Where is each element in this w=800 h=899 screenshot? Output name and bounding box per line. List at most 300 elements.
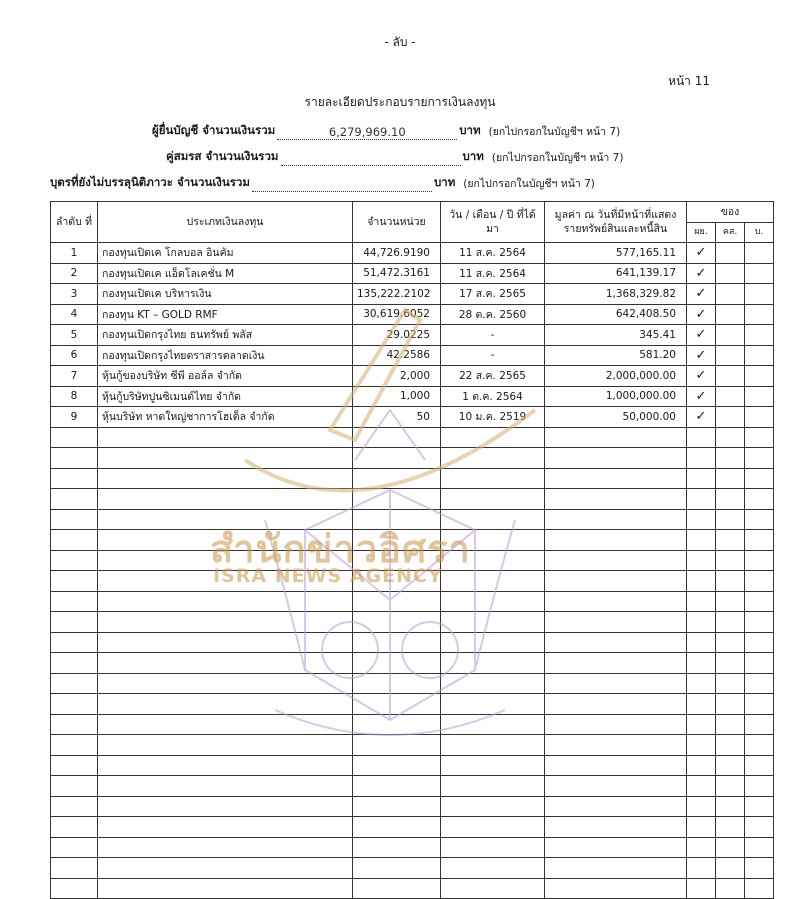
cell-empty [441,632,545,653]
header-owner-spouse: คส. [716,222,745,243]
cell-empty [353,858,441,879]
cell-owner-empty [745,325,774,346]
cell-empty [51,571,98,592]
table-row-empty [51,878,774,899]
cell-empty [745,509,774,530]
cell-empty [353,673,441,694]
cell-empty [745,714,774,735]
table-row [51,243,774,264]
cell-empty [745,489,774,510]
summary-label: ผู้ยื่นบัญชี จำนวนเงินรวม [152,123,276,137]
cell-empty [687,591,716,612]
cell-date: - [441,325,545,346]
cell-value: 577,165.11 [545,243,687,264]
cell-empty [51,796,98,817]
cell-owner-empty [716,386,745,407]
cell-empty [51,817,98,838]
header-units: จำนวนหน่วย [353,202,441,243]
summary-note: (ยกไปกรอกในบัญชีฯ หน้า 7) [463,178,595,190]
secret-mark: - ลับ - [384,35,416,49]
cell-empty [353,489,441,510]
cell-empty [98,694,353,715]
cell-empty [745,796,774,817]
summary-unit: บาท [462,149,484,163]
table-row [51,304,774,325]
checkmark-icon: ✓ [687,284,716,305]
table-row-empty [51,755,774,776]
checkmark-icon: ✓ [687,304,716,325]
cell-empty [745,550,774,571]
checkmark-icon: ✓ [687,386,716,407]
cell-empty [98,714,353,735]
cell-empty [51,612,98,633]
cell-empty [441,653,545,674]
cell-empty [441,714,545,735]
cell-empty [716,796,745,817]
cell-empty [687,571,716,592]
cell-owner-empty [716,284,745,305]
checkmark-icon: ✓ [687,366,716,387]
table-row-empty [51,427,774,448]
cell-empty [745,858,774,879]
cell-empty [353,468,441,489]
cell-owner-empty [745,345,774,366]
cell-empty [687,837,716,858]
cell-empty [51,653,98,674]
cell-empty [745,735,774,756]
watermark-english-text: ISRA NEWS AGENCY [213,565,443,587]
watermark-thai-text: สำนักข่าวอิศรา [210,527,471,571]
table-row-empty [51,632,774,653]
header-no: ลำดับ ที่ [51,202,98,243]
cell-empty [687,735,716,756]
table-row-empty [51,694,774,715]
cell-empty [441,837,545,858]
table-row [51,386,774,407]
cell-empty [716,673,745,694]
cell-empty [98,612,353,633]
cell-empty [687,755,716,776]
cell-empty [441,858,545,879]
summary-amount [281,151,461,166]
cell-units: 51,472.3161 [353,263,441,284]
cell-empty [545,571,687,592]
summary-unit: บาท [433,175,456,189]
cell-empty [545,653,687,674]
cell-empty [687,714,716,735]
cell-empty [716,632,745,653]
cell-empty [51,632,98,653]
checkmark-icon: ✓ [687,345,716,366]
cell-empty [353,653,441,674]
cell-empty [545,837,687,858]
header-owner-declarant: ผย. [687,222,716,243]
table-row-empty [51,735,774,756]
cell-type: กองทุนเปิดกรุงไทย ธนทรัพย์ พลัส [98,325,353,346]
cell-empty [441,878,545,899]
cell-date: - [441,345,545,366]
summary-label: บุตรที่ยังไม่บรรลุนิติภาวะ จำนวนเงินรวม [50,175,250,189]
cell-empty [353,427,441,448]
cell-empty [716,468,745,489]
cell-empty [441,735,545,756]
cell-empty [51,509,98,530]
cell-empty [716,776,745,797]
cell-empty [441,817,545,838]
cell-empty [353,878,441,899]
table-row [51,345,774,366]
table-row-empty [51,673,774,694]
cell-empty [98,817,353,838]
cell-empty [51,694,98,715]
page-number: หน้า 11 [668,74,710,88]
cell-empty [545,796,687,817]
cell-empty [716,530,745,551]
cell-empty [545,591,687,612]
cell-empty [687,858,716,879]
cell-empty [687,468,716,489]
cell-empty [716,858,745,879]
cell-empty [441,694,545,715]
cell-empty [545,509,687,530]
cell-empty [441,612,545,633]
cell-empty [745,591,774,612]
cell-owner-empty [745,407,774,428]
cell-empty [441,448,545,469]
cell-empty [716,714,745,735]
cell-empty [545,735,687,756]
cell-empty [51,673,98,694]
cell-empty [745,427,774,448]
cell-date: 17 ส.ค. 2565 [441,284,545,305]
cell-value: 1,368,329.82 [545,284,687,305]
cell-empty [545,878,687,899]
cell-owner-empty [716,407,745,428]
cell-empty [441,673,545,694]
cell-owner-empty [716,243,745,264]
cell-empty [545,673,687,694]
cell-empty [51,448,98,469]
cell-units: 50 [353,407,441,428]
cell-empty [51,837,98,858]
cell-empty [98,489,353,510]
cell-empty [745,878,774,899]
cell-owner-empty [745,263,774,284]
cell-owner-empty [745,304,774,325]
summary-note: (ยกไปกรอกในบัญชีฯ หน้า 7) [488,126,621,138]
cell-empty [716,571,745,592]
table-row [51,325,774,346]
cell-empty [441,591,545,612]
header-type: ประเภทเงินลงทุน [98,202,353,243]
cell-no: 3 [51,284,98,305]
table-row-empty [51,776,774,797]
cell-empty [545,530,687,551]
cell-empty [745,612,774,633]
cell-empty [98,878,353,899]
cell-date: 1 ต.ค. 2564 [441,386,545,407]
cell-type: กองทุนเปิดเค แอ็ดโลเคชั่น M [98,263,353,284]
cell-empty [98,796,353,817]
cell-empty [353,796,441,817]
cell-value: 1,000,000.00 [545,386,687,407]
cell-units: 135,222.2102 [353,284,441,305]
cell-empty [545,489,687,510]
cell-empty [353,837,441,858]
table-row-empty [51,858,774,879]
checkmark-icon: ✓ [687,263,716,284]
header-date: วัน / เดือน / ปี ที่ได้มา [441,202,545,243]
table-row-empty [51,448,774,469]
cell-empty [545,776,687,797]
cell-type: กองทุนเปิดเค โกลบอล อินคัม [98,243,353,264]
cell-empty [545,468,687,489]
cell-empty [353,755,441,776]
cell-empty [745,468,774,489]
cell-empty [716,694,745,715]
table-row-empty [51,817,774,838]
cell-units: 2,000 [353,366,441,387]
cell-value: 50,000.00 [545,407,687,428]
cell-empty [716,653,745,674]
summary-note: (ยกไปกรอกในบัญชีฯ หน้า 7) [491,152,624,164]
cell-empty [687,448,716,469]
cell-type: กองทุน KT – GOLD RMF [98,304,353,325]
cell-empty [353,612,441,633]
checkmark-icon: ✓ [687,407,716,428]
summary-amount [252,177,432,192]
cell-empty [687,878,716,899]
cell-empty [745,837,774,858]
cell-units: 30,619.6052 [353,304,441,325]
cell-empty [98,776,353,797]
cell-no: 8 [51,386,98,407]
cell-empty [353,776,441,797]
cell-empty [716,817,745,838]
cell-empty [687,530,716,551]
cell-units: 1,000 [353,386,441,407]
cell-no: 4 [51,304,98,325]
cell-units: 42.2586 [353,345,441,366]
table-row-empty [51,714,774,735]
cell-empty [545,448,687,469]
cell-empty [716,735,745,756]
table-row [51,263,774,284]
cell-empty [98,735,353,756]
cell-empty [745,673,774,694]
cell-empty [441,427,545,448]
cell-owner-empty [745,243,774,264]
cell-empty [98,755,353,776]
summary-children [50,174,595,192]
table-row [51,366,774,387]
cell-empty [545,632,687,653]
cell-empty [745,755,774,776]
cell-empty [687,632,716,653]
header-owner-child: บ. [745,222,774,243]
table-row [51,407,774,428]
cell-type: หุ้นกู้ของบริษัท ซีพี ออล์ล จำกัด [98,366,353,387]
cell-date: 22 ส.ค. 2565 [441,366,545,387]
cell-empty [353,632,441,653]
cell-empty [687,796,716,817]
cell-no: 5 [51,325,98,346]
cell-empty [745,448,774,469]
table-row-empty [51,468,774,489]
cell-empty [545,612,687,633]
cell-empty [441,468,545,489]
cell-empty [98,427,353,448]
cell-empty [353,735,441,756]
cell-empty [353,694,441,715]
cell-empty [353,448,441,469]
cell-empty [716,489,745,510]
cell-owner-empty [716,345,745,366]
cell-empty [687,817,716,838]
cell-empty [98,673,353,694]
cell-no: 6 [51,345,98,366]
cell-empty [98,837,353,858]
cell-owner-empty [716,366,745,387]
cell-units: 29.0225 [353,325,441,346]
cell-empty [51,489,98,510]
cell-date: 11 ส.ค. 2564 [441,263,545,284]
cell-value: 345.41 [545,325,687,346]
table-row-empty [51,653,774,674]
cell-value: 641,139.17 [545,263,687,284]
cell-empty [716,427,745,448]
cell-empty [687,694,716,715]
cell-type: กองทุนเปิดเค บริหารเงิน [98,284,353,305]
table-row-empty [51,489,774,510]
cell-empty [51,427,98,448]
cell-empty [687,673,716,694]
cell-date: 11 ส.ค. 2564 [441,243,545,264]
cell-empty [51,776,98,797]
cell-owner-empty [716,263,745,284]
summary-amount: 6,279,969.10 [277,125,457,140]
cell-empty [545,817,687,838]
cell-empty [98,591,353,612]
cell-empty [441,776,545,797]
cell-empty [98,448,353,469]
cell-empty [545,714,687,735]
cell-empty [51,878,98,899]
cell-empty [745,530,774,551]
cell-empty [51,550,98,571]
cell-empty [745,776,774,797]
cell-empty [745,571,774,592]
cell-empty [687,612,716,633]
cell-type: หุ้นบริษัท หาดใหญ่ชาการโฮเต็ล จำกัด [98,407,353,428]
checkmark-icon: ✓ [687,325,716,346]
cell-empty [545,550,687,571]
cell-empty [716,878,745,899]
cell-empty [745,694,774,715]
checkmark-icon: ✓ [687,243,716,264]
cell-empty [545,427,687,448]
cell-empty [687,489,716,510]
cell-empty [716,509,745,530]
cell-empty [51,468,98,489]
cell-empty [545,858,687,879]
summary-label: คู่สมรส จำนวนเงินรวม [166,149,279,163]
cell-empty [51,591,98,612]
cell-empty [353,591,441,612]
cell-no: 7 [51,366,98,387]
cell-type: กองทุนเปิดกรุงไทยตราสารตลาดเงิน [98,345,353,366]
cell-empty [687,653,716,674]
cell-empty [745,817,774,838]
cell-empty [716,448,745,469]
cell-no: 9 [51,407,98,428]
cell-empty [98,858,353,879]
cell-date: 10 ม.ค. 2519 [441,407,545,428]
cell-empty [716,755,745,776]
cell-empty [687,776,716,797]
cell-empty [716,837,745,858]
cell-value: 642,408.50 [545,304,687,325]
summary-declarant [152,122,620,140]
cell-empty [716,550,745,571]
page-title: รายละเอียดประกอบรายการเงินลงทุน [304,95,496,109]
cell-empty [353,817,441,838]
cell-empty [687,509,716,530]
table-row-empty [51,796,774,817]
cell-empty [51,530,98,551]
header-value: มูลค่า ณ วันที่มีหน้าที่แสดง รายทรัพย์สินและหนี้สิน [545,202,687,243]
cell-no: 2 [51,263,98,284]
cell-empty [51,858,98,879]
summary-spouse [166,148,623,166]
table-row-empty [51,837,774,858]
cell-units: 44,726.9190 [353,243,441,264]
cell-empty [687,427,716,448]
cell-empty [716,591,745,612]
cell-owner-empty [745,284,774,305]
cell-owner-empty [745,386,774,407]
cell-owner-empty [716,325,745,346]
cell-value: 581.20 [545,345,687,366]
cell-value: 2,000,000.00 [545,366,687,387]
cell-empty [441,489,545,510]
cell-empty [545,694,687,715]
cell-empty [745,632,774,653]
cell-type: หุ้นกู้บริษัทปูนซิเมนต์ไทย จำกัด [98,386,353,407]
table-row [51,284,774,305]
cell-empty [687,550,716,571]
cell-owner-empty [745,366,774,387]
cell-empty [98,468,353,489]
cell-empty [51,714,98,735]
table-row-empty [51,612,774,633]
cell-empty [545,755,687,776]
cell-owner-empty [716,304,745,325]
table-row-empty [51,591,774,612]
cell-empty [441,796,545,817]
cell-empty [353,714,441,735]
cell-empty [441,755,545,776]
header-owner: ของ [687,202,774,223]
cell-empty [716,612,745,633]
cell-no: 1 [51,243,98,264]
cell-empty [98,653,353,674]
cell-empty [98,632,353,653]
cell-empty [51,755,98,776]
summary-unit: บาท [459,123,481,137]
cell-date: 28 ต.ค. 2560 [441,304,545,325]
cell-empty [745,653,774,674]
